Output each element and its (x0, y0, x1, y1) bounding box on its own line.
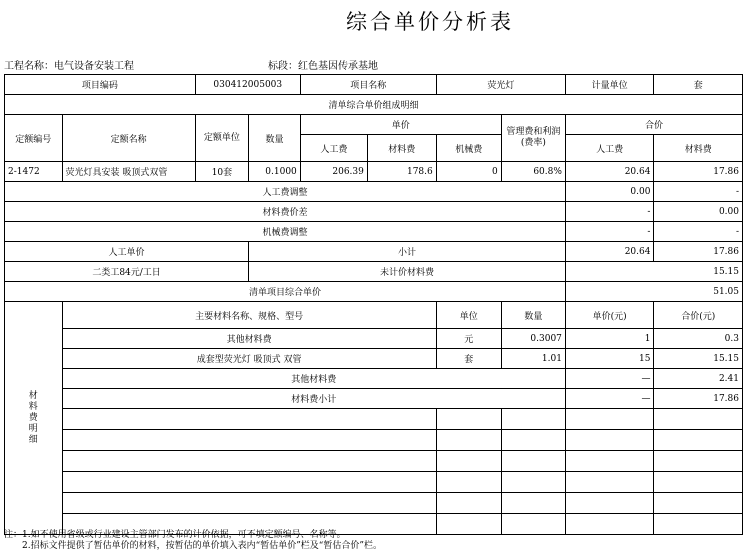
table-row (5, 242, 743, 262)
quantity-header: 数量 (249, 115, 301, 162)
material-qty-header: 数量 (501, 302, 565, 329)
material-header: 材料费 (367, 135, 436, 162)
unit-price-header: 单价 (300, 115, 501, 135)
table-row (5, 75, 743, 95)
mgmt-header: 管理费和利润(费率) (501, 115, 565, 162)
empty-cell (565, 451, 654, 472)
adjust-label: 人工费调整 (5, 182, 566, 202)
item-name: 荧光灯具安装 吸顶式双管 (62, 162, 195, 182)
empty-cell (62, 472, 436, 493)
adjust-label: 机械费调整 (5, 222, 566, 242)
material-name-header: 主要材料名称、规格、型号 (62, 302, 436, 329)
subtotal-material: 17.86 (654, 242, 743, 262)
composite-value: 51.05 (565, 282, 742, 302)
other-material-label: 其他材料费 (62, 369, 565, 389)
adjust-labor: 0.00 (565, 182, 654, 202)
empty-cell (565, 472, 654, 493)
material-name: 其他材料费 (62, 329, 436, 349)
table-row (5, 162, 743, 182)
material-total-header: 合价(元) (654, 302, 743, 329)
empty-cell (501, 493, 565, 514)
material-qty: 0.3007 (501, 329, 565, 349)
table-row (5, 409, 743, 430)
material-price-header: 单价(元) (565, 302, 654, 329)
empty-cell (565, 493, 654, 514)
table-row (5, 202, 743, 222)
material-price: 1 (565, 329, 654, 349)
unit-value: 套 (654, 75, 743, 95)
empty-cell (654, 430, 743, 451)
table-row (5, 262, 743, 282)
material-total: 0.3 (654, 329, 743, 349)
empty-cell (62, 493, 436, 514)
material-price: 15 (565, 349, 654, 369)
table-row (5, 451, 743, 472)
table-row (5, 95, 743, 115)
material-subtotal-label: 材料费小计 (62, 389, 565, 409)
table-row (5, 282, 743, 302)
empty-cell (654, 472, 743, 493)
material-qty: 1.01 (501, 349, 565, 369)
composite-label: 清单项目综合单价 (5, 282, 566, 302)
item-unit: 10套 (195, 162, 248, 182)
table-row (5, 472, 743, 493)
quota-code-header: 定额编号 (5, 115, 63, 162)
code-label: 项目编码 (5, 75, 196, 95)
empty-cell (436, 472, 501, 493)
adjust-labor: - (565, 222, 654, 242)
empty-cell (501, 472, 565, 493)
material-unit: 元 (436, 329, 501, 349)
empty-cell (62, 451, 436, 472)
item-machine: 0 (436, 162, 501, 182)
empty-cell (62, 409, 436, 430)
empty-cell (436, 493, 501, 514)
adjust-material: 0.00 (654, 202, 743, 222)
name-label: 项目名称 (300, 75, 436, 95)
empty-cell (654, 493, 743, 514)
empty-cell (565, 514, 654, 535)
unpriced-label: 未计价材料费 (249, 262, 566, 282)
section-label: 标段：红色基因传承基地 (268, 61, 378, 72)
table-row (5, 329, 743, 349)
table-row (5, 369, 743, 389)
empty-cell (501, 409, 565, 430)
labor-unit-label: 人工单价 (5, 242, 249, 262)
quota-unit-header: 定额单位 (195, 115, 248, 162)
empty-cell (654, 514, 743, 535)
empty-cell (654, 451, 743, 472)
empty-cell (436, 430, 501, 451)
item-total-labor: 20.64 (565, 162, 654, 182)
material-unit: 套 (436, 349, 501, 369)
material-subtotal-value: 17.86 (654, 389, 743, 409)
table-row (5, 493, 743, 514)
other-material-value: 2.41 (654, 369, 743, 389)
empty-cell (565, 409, 654, 430)
name-value: 荧光灯 (436, 75, 565, 95)
adjust-material: - (654, 222, 743, 242)
item-code: 2-1472 (5, 162, 63, 182)
item-material: 178.6 (367, 162, 436, 182)
analysis-table (4, 74, 743, 535)
adjust-label: 材料费价差 (5, 202, 566, 222)
unit-label: 计量单位 (565, 75, 654, 95)
empty-cell (501, 430, 565, 451)
subtotal-label: 小计 (249, 242, 566, 262)
machine-header: 机械费 (436, 135, 501, 162)
other-material-dash: — (565, 369, 654, 389)
material-side-text: 材料费明细 (28, 390, 38, 445)
empty-cell (565, 430, 654, 451)
material-subtotal-dash: — (565, 389, 654, 409)
adjust-material: - (654, 182, 743, 202)
empty-cell (62, 430, 436, 451)
table-row (5, 182, 743, 202)
quota-name-header: 定额名称 (62, 115, 195, 162)
table-row (5, 115, 743, 135)
table-row (5, 302, 743, 329)
project-name: 工程名称：电气设备安装工程 (4, 61, 134, 72)
item-mgmt: 60.8% (501, 162, 565, 182)
empty-cell (436, 451, 501, 472)
empty-cell (436, 409, 501, 430)
worker-rate: 二类工84元/工日 (5, 262, 249, 282)
table-row (5, 349, 743, 369)
total-header: 合价 (565, 115, 742, 135)
table-row (5, 389, 743, 409)
note-2: 2.招标文件提供了暂估单价的材料，按暂估的单价填入表内“暂估单价”栏及“暂估合价”栏。 (22, 541, 382, 551)
empty-cell (654, 409, 743, 430)
total-labor-header: 人工费 (565, 135, 654, 162)
labor-header: 人工费 (300, 135, 367, 162)
adjust-labor: - (565, 202, 654, 222)
item-total-material: 17.86 (654, 162, 743, 182)
table-row (5, 222, 743, 242)
item-qty: 0.1000 (249, 162, 301, 182)
table-row (5, 430, 743, 451)
item-labor: 206.39 (300, 162, 367, 182)
page-title: 综合单价分析表 (346, 10, 514, 34)
unpriced-value: 15.15 (565, 262, 742, 282)
composition-title: 清单综合单价组成明细 (5, 95, 743, 115)
empty-cell (436, 514, 501, 535)
code-value: 030412005003 (195, 75, 300, 95)
total-material-header: 材料费 (654, 135, 743, 162)
material-name: 成套型荧光灯 吸顶式 双管 (62, 349, 436, 369)
subtotal-labor: 20.64 (565, 242, 654, 262)
material-unit-header: 单位 (436, 302, 501, 329)
material-total: 15.15 (654, 349, 743, 369)
empty-cell (501, 451, 565, 472)
material-side-label (5, 302, 63, 535)
note-1: 注：1.如不使用省级或行业建设主管部门发布的计价依据，可不填定额编号、名称等。 (4, 530, 346, 540)
empty-cell (501, 514, 565, 535)
